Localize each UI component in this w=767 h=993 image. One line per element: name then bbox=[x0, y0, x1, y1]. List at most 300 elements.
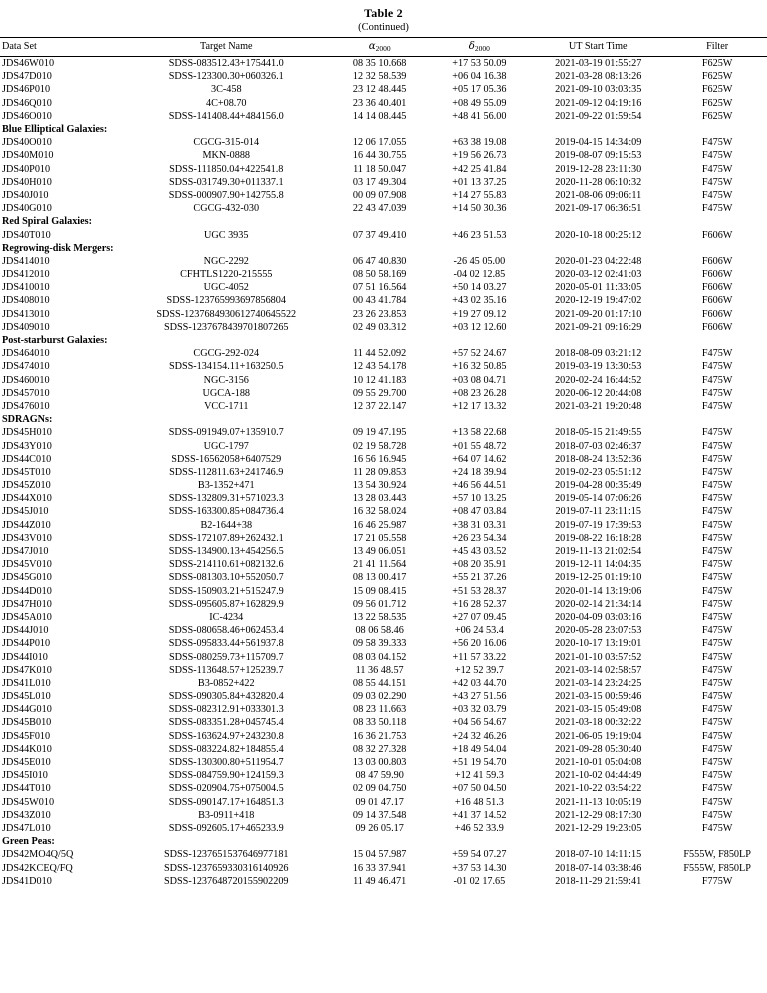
cell-ut: 2020-02-24 16:44:52 bbox=[555, 374, 642, 386]
cell-dataset: JDS44K010 bbox=[2, 743, 52, 755]
cell-dataset: JDS410010 bbox=[2, 282, 50, 294]
cell-ut: 2021-11-13 10:05:19 bbox=[555, 796, 642, 808]
cell-dataset: JDS41L010 bbox=[2, 677, 51, 689]
cell-dataset: JDS42MO4Q/5Q bbox=[2, 849, 74, 861]
cell-dec: +11 57 33.22 bbox=[452, 651, 507, 663]
cell-target: B3-1352+471 bbox=[197, 480, 255, 492]
table-row bbox=[0, 505, 767, 518]
cell-target: SDSS-084759.90+124159.3 bbox=[168, 770, 284, 782]
cell-dataset: JDS45H010 bbox=[2, 427, 52, 439]
cell-filter: F475W bbox=[701, 796, 733, 808]
cell-dataset: JDS464010 bbox=[2, 348, 50, 360]
cell-filter: F475W bbox=[701, 163, 733, 175]
cell-filter: F475W bbox=[701, 348, 733, 360]
cell-dec: +12 17 13.32 bbox=[452, 400, 507, 412]
cell-target: CGCG-315-014 bbox=[193, 137, 260, 149]
cell-ra: 16 36 21.753 bbox=[352, 730, 407, 742]
cell-ut: 2021-09-21 09:16:29 bbox=[555, 321, 642, 333]
section-label: Red Spiral Galaxies: bbox=[2, 216, 92, 228]
cell-dataset: JDS44G010 bbox=[2, 704, 52, 716]
cell-filter: F606W bbox=[701, 295, 733, 307]
cell-filter: F475W bbox=[701, 743, 733, 755]
cell-dec: +57 10 13.25 bbox=[452, 493, 507, 505]
table-section-header bbox=[0, 835, 767, 848]
cell-dataset: JDS45W010 bbox=[2, 796, 55, 808]
cell-ut: 2021-09-10 03:03:35 bbox=[555, 84, 642, 96]
table-row bbox=[0, 492, 767, 505]
cell-filter: F475W bbox=[701, 757, 733, 769]
cell-dataset: JDS43Y010 bbox=[2, 440, 52, 452]
table-row bbox=[0, 374, 767, 387]
cell-filter: F475W bbox=[701, 822, 733, 834]
cell-dec: +14 27 55.83 bbox=[452, 189, 507, 201]
cell-dec: -01 02 17.65 bbox=[453, 875, 506, 887]
cell-target: SDSS-092605.17+465233.9 bbox=[168, 822, 284, 834]
cell-dataset: JDS46P010 bbox=[2, 84, 51, 96]
cell-filter: F475W bbox=[701, 361, 733, 373]
table-row bbox=[0, 637, 767, 650]
cell-dataset: JDS44T010 bbox=[2, 783, 51, 795]
cell-ra: 08 47 59.90 bbox=[355, 770, 404, 782]
cell-dec: +07 50 04.50 bbox=[452, 783, 507, 795]
cell-dec: +05 17 05.36 bbox=[452, 84, 507, 96]
cell-dec: +06 24 53.4 bbox=[454, 625, 504, 637]
cell-target: SDSS-083512.43+175441.0 bbox=[168, 58, 284, 70]
cell-dec: +08 23 26.28 bbox=[452, 387, 507, 399]
table-row bbox=[0, 347, 767, 360]
table-row bbox=[0, 163, 767, 176]
section-label: SDRAGNs: bbox=[2, 414, 53, 426]
cell-ut: 2019-12-25 01:19:10 bbox=[555, 572, 642, 584]
cell-dataset: JDS44I010 bbox=[2, 651, 48, 663]
table-section-header bbox=[0, 123, 767, 136]
table-row bbox=[0, 255, 767, 268]
cell-target: SDSS-112811.63+241746.9 bbox=[169, 466, 284, 478]
cell-ra: 00 43 41.784 bbox=[352, 295, 407, 307]
cell-ut: 2021-03-28 08:13:26 bbox=[555, 71, 642, 83]
cell-target: SDSS-134154.11+163250.5 bbox=[168, 361, 284, 373]
cell-ut: 2019-04-15 14:34:09 bbox=[555, 137, 642, 149]
cell-dataset: JDS45J010 bbox=[2, 506, 49, 518]
cell-dataset: JDS457010 bbox=[2, 387, 50, 399]
table-row bbox=[0, 281, 767, 294]
cell-dataset: JDS46W010 bbox=[2, 58, 55, 70]
column-header-dataset: Data Set bbox=[0, 38, 123, 57]
table-row bbox=[0, 743, 767, 756]
cell-ut: 2020-01-14 13:19:06 bbox=[555, 585, 642, 597]
cell-dec: -26 45 05.00 bbox=[453, 255, 506, 267]
cell-ut: 2020-10-18 00:25:12 bbox=[555, 229, 642, 241]
cell-filter: F606W bbox=[701, 229, 733, 241]
table-row bbox=[0, 571, 767, 584]
cell-filter: F555W, F850LP bbox=[683, 849, 751, 861]
table-subtitle: (Continued) bbox=[358, 22, 409, 33]
cell-dataset: JDS44X010 bbox=[2, 493, 52, 505]
table-row bbox=[0, 716, 767, 729]
cell-ra: 09 01 47.17 bbox=[355, 796, 404, 808]
cell-ra: 23 26 23.853 bbox=[352, 308, 407, 320]
cell-dec: -04 02 12.85 bbox=[453, 269, 506, 281]
cell-ut: 2021-03-19 01:55:27 bbox=[555, 58, 642, 70]
cell-target: NGC-3156 bbox=[203, 374, 249, 386]
table-row bbox=[0, 598, 767, 611]
cell-dataset: JDS45I010 bbox=[2, 770, 48, 782]
cell-ut: 2019-02-23 05:51:12 bbox=[555, 466, 642, 478]
cell-dataset: JDS409010 bbox=[2, 321, 50, 333]
cell-filter: F475W bbox=[701, 176, 733, 188]
cell-ra: 12 06 17.055 bbox=[352, 137, 407, 149]
table-row bbox=[0, 822, 767, 835]
cell-dataset: JDS46Q010 bbox=[2, 97, 52, 109]
cell-ut: 2019-08-07 09:15:53 bbox=[555, 150, 642, 162]
table-row bbox=[0, 650, 767, 663]
cell-ut: 2021-01-10 03:57:52 bbox=[555, 651, 642, 663]
cell-filter: F475W bbox=[701, 572, 733, 584]
cell-filter: F475W bbox=[701, 189, 733, 201]
cell-target: 3C-458 bbox=[210, 84, 242, 96]
table-body bbox=[0, 57, 767, 888]
cell-filter: F625W bbox=[701, 84, 733, 96]
cell-dec: +04 56 54.67 bbox=[452, 717, 507, 729]
table-row bbox=[0, 387, 767, 400]
cell-ra: 08 32 27.328 bbox=[352, 743, 407, 755]
cell-dec: +16 28 52.37 bbox=[452, 598, 507, 610]
cell-filter: F475W bbox=[701, 400, 733, 412]
cell-ut: 2021-10-22 03:54:22 bbox=[555, 783, 642, 795]
table-row bbox=[0, 110, 767, 123]
cell-dataset: JDS414010 bbox=[2, 255, 50, 267]
column-header-ut: UT Start Time bbox=[529, 38, 667, 57]
cell-filter: F475W bbox=[701, 664, 733, 676]
table-row bbox=[0, 466, 767, 479]
cell-target: SDSS-083351.28+045745.4 bbox=[168, 717, 284, 729]
cell-dataset: JDS45T010 bbox=[2, 466, 51, 478]
cell-ut: 2018-05-15 21:49:55 bbox=[555, 427, 642, 439]
cell-ra: 15 04 57.987 bbox=[352, 849, 407, 861]
table-row bbox=[0, 861, 767, 874]
cell-filter: F475W bbox=[701, 559, 733, 571]
table-row bbox=[0, 149, 767, 162]
table-row bbox=[0, 294, 767, 307]
cell-dec: +14 50 30.36 bbox=[452, 203, 507, 215]
cell-ut: 2021-09-22 01:59:54 bbox=[555, 110, 642, 122]
cell-ut: 2019-08-22 16:18:28 bbox=[555, 532, 642, 544]
table-row bbox=[0, 321, 767, 334]
section-label: Regrowing-disk Mergers: bbox=[2, 242, 114, 254]
cell-dec: +43 02 35.16 bbox=[452, 295, 507, 307]
cell-ra: 14 14 08.445 bbox=[352, 110, 407, 122]
cell-filter: F555W, F850LP bbox=[683, 862, 751, 874]
cell-target: UGC-4052 bbox=[203, 282, 249, 294]
cell-target: SDSS-132809.31+571023.3 bbox=[168, 493, 284, 505]
table-row bbox=[0, 70, 767, 83]
table-row bbox=[0, 426, 767, 439]
cell-target: UGC-1797 bbox=[203, 440, 249, 452]
cell-ra: 09 19 47.195 bbox=[352, 427, 407, 439]
cell-dec: +42 25 41.84 bbox=[452, 163, 507, 175]
cell-dec: +46 52 33.9 bbox=[454, 822, 504, 834]
cell-target: SDSS-080658.46+062453.4 bbox=[168, 625, 284, 637]
table-row bbox=[0, 176, 767, 189]
table-row bbox=[0, 875, 767, 888]
cell-filter: F475W bbox=[701, 493, 733, 505]
cell-ut: 2021-09-20 01:17:10 bbox=[555, 308, 642, 320]
cell-dec: +17 53 50.09 bbox=[452, 58, 507, 70]
cell-target: SDSS-214110.61+082132.6 bbox=[168, 559, 284, 571]
cell-dec: +18 49 54.04 bbox=[452, 743, 507, 755]
cell-target: SDSS-163300.85+084736.4 bbox=[168, 506, 284, 518]
cell-ut: 2018-08-09 03:21:12 bbox=[555, 348, 642, 360]
cell-ut: 2019-07-11 23:11:15 bbox=[555, 506, 641, 518]
cell-filter: F606W bbox=[701, 321, 733, 333]
cell-dec: +03 12 12.60 bbox=[452, 321, 507, 333]
cell-dataset: JDS44Z010 bbox=[2, 519, 51, 531]
cell-ra: 06 47 40.830 bbox=[352, 255, 407, 267]
cell-ra: 13 28 03.443 bbox=[352, 493, 407, 505]
cell-target: SDSS-080259.73+115709.7 bbox=[168, 651, 284, 663]
cell-ra: 02 09 04.750 bbox=[352, 783, 407, 795]
cell-ra: 11 18 50.047 bbox=[353, 163, 407, 175]
cell-ra: 09 55 29.700 bbox=[352, 387, 407, 399]
cell-ut: 2019-03-19 13:30:53 bbox=[555, 361, 642, 373]
cell-dec: +55 21 37.26 bbox=[452, 572, 507, 584]
cell-filter: F475W bbox=[701, 203, 733, 215]
cell-target: SDSS-090147.17+164851.3 bbox=[168, 796, 284, 808]
table-row bbox=[0, 677, 767, 690]
table-row bbox=[0, 782, 767, 795]
cell-filter: F475W bbox=[701, 374, 733, 386]
cell-ut: 2020-10-17 13:19:01 bbox=[555, 638, 642, 650]
cell-dataset: JDS412010 bbox=[2, 269, 50, 281]
cell-dec: +16 48 51.3 bbox=[454, 796, 504, 808]
cell-ra: 07 51 16.564 bbox=[352, 282, 407, 294]
cell-dataset: JDS40P010 bbox=[2, 163, 51, 175]
cell-dataset: JDS46O010 bbox=[2, 110, 52, 122]
cell-dec: +64 07 14.62 bbox=[452, 453, 507, 465]
table-row bbox=[0, 519, 767, 532]
cell-ut: 2018-07-14 03:38:46 bbox=[555, 862, 642, 874]
cell-target: IC-4234 bbox=[209, 611, 244, 623]
cell-ra: 17 21 05.558 bbox=[352, 532, 407, 544]
cell-ra: 02 49 03.312 bbox=[352, 321, 407, 333]
cell-ut: 2020-11-28 06:10:32 bbox=[555, 176, 642, 188]
cell-ut: 2021-03-18 00:32:22 bbox=[555, 717, 642, 729]
cell-target: SDSS-082312.91+033301.3 bbox=[168, 704, 284, 716]
cell-dataset: JDS45L010 bbox=[2, 691, 51, 703]
table-row bbox=[0, 202, 767, 215]
cell-filter: F475W bbox=[701, 453, 733, 465]
table-row bbox=[0, 308, 767, 321]
table-row bbox=[0, 189, 767, 202]
cell-ut: 2021-10-02 04:44:49 bbox=[555, 770, 642, 782]
cell-dec: +50 14 03.27 bbox=[452, 282, 507, 294]
cell-dec: +08 20 35.91 bbox=[452, 559, 507, 571]
cell-filter: F475W bbox=[701, 440, 733, 452]
cell-filter: F606W bbox=[701, 255, 733, 267]
cell-filter: F625W bbox=[701, 58, 733, 70]
cell-filter: F475W bbox=[701, 783, 733, 795]
cell-ut: 2021-03-14 02:58:57 bbox=[555, 664, 642, 676]
cell-filter: F475W bbox=[701, 466, 733, 478]
column-header-dec: $\delta_{2000}$ bbox=[430, 38, 530, 57]
cell-dec: +26 23 54.34 bbox=[452, 532, 507, 544]
cell-ut: 2020-01-23 04:22:48 bbox=[555, 255, 642, 267]
cell-dataset: JDS40J010 bbox=[2, 189, 49, 201]
cell-filter: F475W bbox=[701, 532, 733, 544]
cell-ra: 07 37 49.410 bbox=[352, 229, 407, 241]
cell-dataset: JDS47H010 bbox=[2, 598, 52, 610]
cell-ut: 2020-12-19 19:47:02 bbox=[555, 295, 642, 307]
cell-target: B3-0911+418 bbox=[198, 809, 255, 821]
table-row bbox=[0, 57, 767, 71]
cell-dec: +59 54 07.27 bbox=[452, 849, 507, 861]
cell-dataset: JDS476010 bbox=[2, 400, 50, 412]
table-section-header bbox=[0, 242, 767, 255]
cell-filter: F475W bbox=[701, 625, 733, 637]
cell-target: SDSS-081303.10+552050.7 bbox=[168, 572, 284, 584]
table-row bbox=[0, 809, 767, 822]
cell-target: CFHTLS1220-215555 bbox=[180, 269, 273, 281]
cell-ra: 13 03 00.803 bbox=[352, 757, 407, 769]
cell-ra: 13 49 06.051 bbox=[352, 546, 407, 558]
table-title: Table 2 bbox=[364, 6, 403, 20]
table-row bbox=[0, 545, 767, 558]
cell-ut: 2020-02-14 21:34:14 bbox=[555, 598, 642, 610]
table-row bbox=[0, 479, 767, 492]
cell-dec: +48 41 56.00 bbox=[452, 110, 507, 122]
cell-ra: 11 49 46.471 bbox=[353, 875, 407, 887]
cell-ra: 09 58 39.333 bbox=[352, 638, 407, 650]
cell-filter: F475W bbox=[701, 730, 733, 742]
cell-filter: F475W bbox=[701, 150, 733, 162]
cell-ra: 08 55 44.151 bbox=[352, 677, 407, 689]
table-row bbox=[0, 453, 767, 466]
cell-dec: +56 20 16.06 bbox=[452, 638, 507, 650]
cell-ut: 2019-05-14 07:06:26 bbox=[555, 493, 642, 505]
cell-dec: +46 56 44.51 bbox=[452, 480, 507, 492]
cell-dataset: JDS45E010 bbox=[2, 757, 51, 769]
cell-filter: F475W bbox=[701, 480, 733, 492]
cell-dataset: JDS45V010 bbox=[2, 559, 52, 571]
cell-filter: F475W bbox=[701, 611, 733, 623]
cell-ut: 2018-07-03 02:46:37 bbox=[555, 440, 642, 452]
cell-target: SDSS-031749.30+011337.1 bbox=[168, 176, 284, 188]
cell-ra: 13 22 58.535 bbox=[352, 611, 407, 623]
cell-ra: 00 09 07.908 bbox=[352, 189, 407, 201]
cell-target: MKN-0888 bbox=[202, 150, 251, 162]
cell-dec: +24 18 39.94 bbox=[452, 466, 507, 478]
cell-dec: +45 43 03.52 bbox=[452, 546, 507, 558]
cell-dec: +19 56 26.73 bbox=[452, 150, 507, 162]
cell-target: UGC 3935 bbox=[204, 229, 249, 241]
cell-dataset: JDS47D010 bbox=[2, 71, 52, 83]
cell-ra: 21 41 11.564 bbox=[353, 559, 407, 571]
cell-ra: 12 32 58.539 bbox=[352, 71, 407, 83]
cell-target: SDSS-1237678439701807265 bbox=[163, 321, 289, 333]
cell-target: CGCG-432-030 bbox=[193, 203, 260, 215]
cell-ut: 2019-11-13 21:02:54 bbox=[555, 546, 642, 558]
table-row bbox=[0, 136, 767, 149]
cell-target: SDSS-111850.04+422541.8 bbox=[169, 163, 284, 175]
cell-ra: 16 44 30.755 bbox=[352, 150, 407, 162]
cell-filter: F606W bbox=[701, 269, 733, 281]
cell-ra: 08 35 10.668 bbox=[352, 58, 407, 70]
table-row bbox=[0, 532, 767, 545]
cell-target: SDSS-083224.82+184855.4 bbox=[168, 743, 284, 755]
table-row bbox=[0, 848, 767, 861]
cell-target: SDSS-16562058+6407529 bbox=[171, 453, 282, 465]
cell-ut: 2021-03-14 23:24:25 bbox=[555, 677, 642, 689]
cell-filter: F475W bbox=[701, 651, 733, 663]
table-row bbox=[0, 228, 767, 241]
cell-ut: 2021-09-17 06:36:51 bbox=[555, 203, 642, 215]
cell-dataset: JDS460010 bbox=[2, 374, 50, 386]
table-row bbox=[0, 83, 767, 96]
cell-ra: 11 36 48.57 bbox=[355, 664, 404, 676]
cell-dec: +43 27 51.56 bbox=[452, 691, 507, 703]
cell-dataset: JDS474010 bbox=[2, 361, 50, 373]
cell-dataset: JDS44C010 bbox=[2, 453, 52, 465]
cell-filter: F475W bbox=[701, 704, 733, 716]
table-section-header bbox=[0, 215, 767, 228]
cell-dataset: JDS47J010 bbox=[2, 546, 49, 558]
cell-ut: 2019-04-28 00:35:49 bbox=[555, 480, 642, 492]
cell-dec: +12 41 59.3 bbox=[454, 770, 504, 782]
cell-ra: 09 03 02.290 bbox=[352, 691, 407, 703]
cell-dataset: JDS43Z010 bbox=[2, 809, 51, 821]
cell-target: SDSS-130300.80+511954.7 bbox=[168, 757, 284, 769]
table-section-header bbox=[0, 334, 767, 347]
cell-dataset: JDS42KCEQ/FQ bbox=[2, 862, 73, 874]
column-header-filter: Filter bbox=[667, 38, 767, 57]
cell-ra: 11 28 09.853 bbox=[353, 466, 407, 478]
cell-dec: +51 53 28.37 bbox=[452, 585, 507, 597]
cell-dataset: JDS40H010 bbox=[2, 176, 52, 188]
cell-ut: 2018-11-29 21:59:41 bbox=[555, 875, 642, 887]
cell-dataset: JDS45Z010 bbox=[2, 480, 51, 492]
cell-ut: 2021-03-15 05:49:08 bbox=[555, 704, 642, 716]
cell-target: SDSS-095605.87+162829.9 bbox=[168, 598, 284, 610]
cell-dec: +37 53 14.30 bbox=[452, 862, 507, 874]
cell-filter: F606W bbox=[701, 282, 733, 294]
cell-dataset: JDS40G010 bbox=[2, 203, 52, 215]
cell-ut: 2021-10-01 05:04:08 bbox=[555, 757, 642, 769]
cell-ut: 2021-12-29 08:17:30 bbox=[555, 809, 642, 821]
cell-target: SDSS-1237684930612740645522 bbox=[156, 308, 297, 320]
cell-dataset: JDS44P010 bbox=[2, 638, 51, 650]
table-row bbox=[0, 400, 767, 413]
cell-dec: +51 19 54.70 bbox=[452, 757, 507, 769]
cell-ut: 2021-09-12 04:19:16 bbox=[555, 97, 642, 109]
cell-dec: +19 27 09.12 bbox=[452, 308, 507, 320]
cell-ra: 15 09 08.415 bbox=[352, 585, 407, 597]
cell-ut: 2021-03-15 00:59:46 bbox=[555, 691, 642, 703]
cell-ut: 2020-06-12 20:44:08 bbox=[555, 387, 642, 399]
cell-ut: 2020-03-12 02:41:03 bbox=[555, 269, 642, 281]
cell-dec: +08 47 03.84 bbox=[452, 506, 507, 518]
cell-target: CGCG-292-024 bbox=[193, 348, 260, 360]
table-row bbox=[0, 558, 767, 571]
cell-ra: 23 36 40.401 bbox=[352, 97, 407, 109]
cell-filter: F475W bbox=[701, 809, 733, 821]
cell-filter: F775W bbox=[701, 875, 733, 887]
cell-ut: 2019-12-28 23:11:30 bbox=[555, 163, 642, 175]
cell-dec: +08 49 55.09 bbox=[452, 97, 507, 109]
cell-dataset: JDS40T010 bbox=[2, 229, 51, 241]
cell-dataset: JDS43V010 bbox=[2, 532, 52, 544]
cell-filter: F625W bbox=[701, 97, 733, 109]
cell-ra: 09 14 37.548 bbox=[352, 809, 407, 821]
